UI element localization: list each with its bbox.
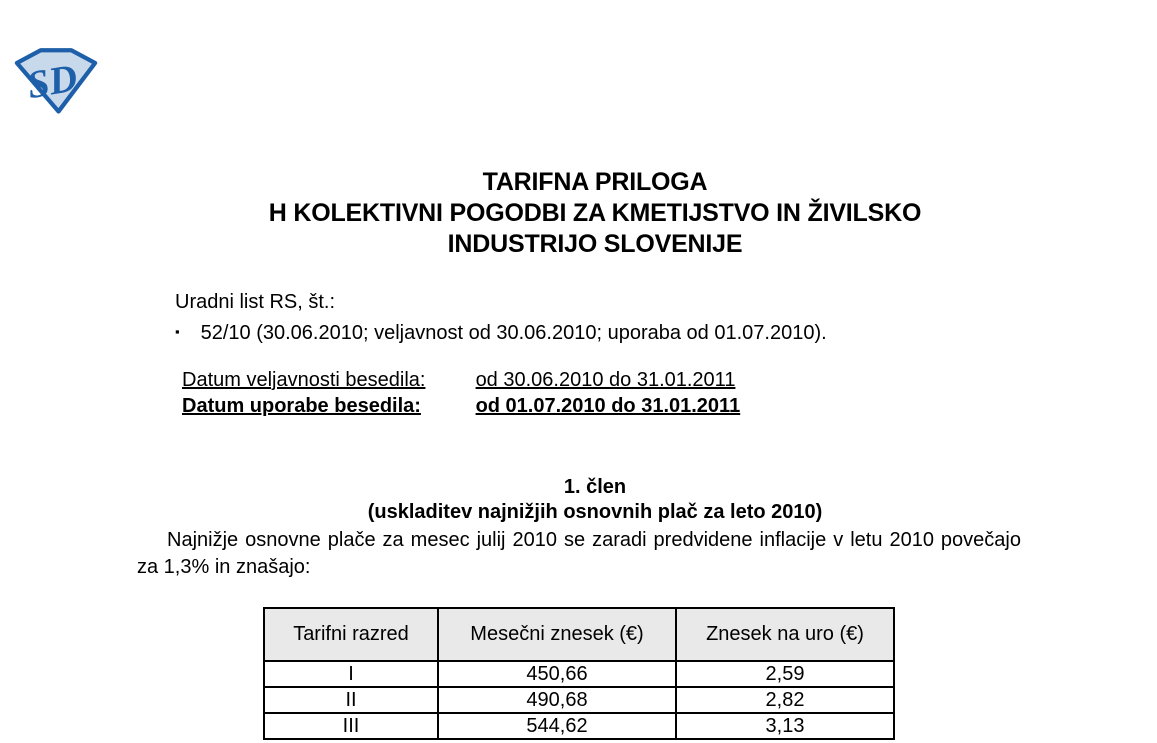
validity-row-veljavnost bbox=[182, 367, 740, 393]
gazette-item-text: 52/10 (30.06.2010; veljavnost od 30.06.2010; uporaba od 01.07.2010). bbox=[200, 322, 827, 344]
title-line-1: TARIFNA PRILOGA bbox=[482, 168, 708, 196]
cell-mesecni: 490,68 bbox=[438, 687, 676, 713]
cell-uro: 2,59 bbox=[676, 661, 894, 687]
header-mesecni-znesek: Mesečni znesek (€) bbox=[438, 608, 676, 661]
validity-label: Datum veljavnosti besedila: bbox=[182, 369, 426, 391]
square-bullet-icon: ▪ bbox=[175, 324, 180, 339]
cell-razred: II bbox=[264, 687, 438, 713]
article-subtitle: (uskladitev najnižjih osnovnih plač za leto 2010) bbox=[367, 501, 823, 523]
cell-mesecni: 450,66 bbox=[438, 661, 676, 687]
header-znesek-na-uro: Znesek na uro (€) bbox=[676, 608, 894, 661]
cell-razred: III bbox=[264, 713, 438, 739]
document-title bbox=[150, 167, 1040, 260]
table-row bbox=[264, 661, 894, 687]
article-number: 1. člen bbox=[563, 476, 627, 498]
logo-letters: SD bbox=[23, 56, 81, 108]
title-line-2: H KOLEKTIVNI POGODBI ZA KMETIJSTVO IN ŽIVILSKO bbox=[268, 199, 922, 227]
gazette-heading: Uradni list RS, št.: bbox=[175, 291, 336, 313]
validity-section bbox=[182, 367, 740, 419]
sd-shield-logo-icon bbox=[13, 46, 99, 114]
validity-value: od 30.06.2010 do 31.01.2011 bbox=[475, 369, 736, 391]
header-tarifni-razred: Tarifni razred bbox=[264, 608, 438, 661]
validity-row-uporaba bbox=[182, 393, 740, 419]
validity-label: Datum uporabe besedila: bbox=[182, 395, 421, 417]
gazette-list-item bbox=[175, 320, 827, 348]
article-paragraph: Najnižje osnovne plače za mesec julij 2010 se zaradi predvidene inflacije v letu 2010 povečajo za 1,3% in znašajo: bbox=[137, 529, 1021, 578]
sd-shield-logo-svg bbox=[13, 46, 99, 114]
table-row bbox=[264, 713, 894, 739]
cell-razred: I bbox=[264, 661, 438, 687]
title-line-3: INDUSTRIJO SLOVENIJE bbox=[447, 230, 743, 258]
article-heading bbox=[150, 475, 1040, 525]
cell-mesecni: 544,62 bbox=[438, 713, 676, 739]
cell-uro: 2,82 bbox=[676, 687, 894, 713]
gazette-section bbox=[175, 289, 827, 348]
table-row bbox=[264, 687, 894, 713]
cell-uro: 3,13 bbox=[676, 713, 894, 739]
table-header-row bbox=[264, 608, 894, 661]
validity-value: od 01.07.2010 do 31.01.2011 bbox=[475, 395, 741, 417]
tariff-table bbox=[263, 607, 895, 740]
